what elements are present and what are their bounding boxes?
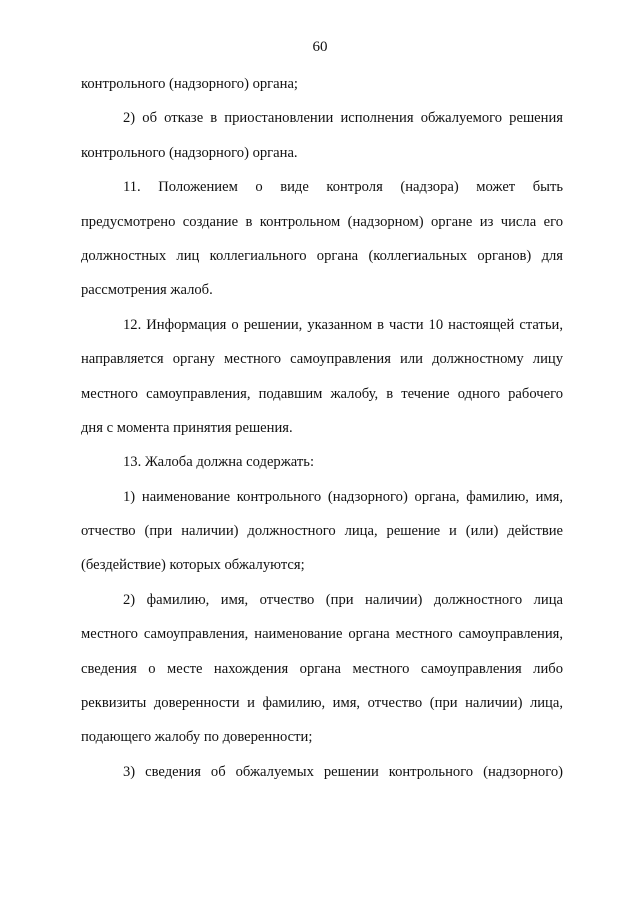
text-line: местного самоуправления, подавшим жалобу, в течение одного рабочего — [81, 385, 563, 402]
paragraph-12-decision-information — [81, 312, 563, 450]
text-line: реквизиты доверенности и фамилию, имя, отчество (при наличии) лица, — [81, 695, 563, 712]
text-line: 12. Информация о решении, указанном в части 10 настоящей статьи, — [123, 316, 563, 333]
text-line: 3) сведения об обжалуемых решении контрольного (надзорного) — [123, 763, 563, 780]
text-line: предусмотрено создание в контрольном (надзорном) органе из числа его — [81, 213, 563, 230]
text-line: 11. Положением о виде контроля (надзора) может быть — [123, 179, 563, 196]
text-line: 2) об отказе в приостановлении исполнения обжалуемого решения — [123, 110, 563, 127]
paragraph-13-item-2 — [81, 587, 563, 759]
page-number: 60 — [312, 39, 328, 55]
text-line: рассмотрения жалоб. — [81, 282, 213, 299]
paragraph-13-item-3 — [81, 759, 563, 793]
text-line: контрольного (надзорного) органа; — [81, 76, 298, 92]
text-line: (бездействие) которых обжалуются; — [81, 557, 305, 574]
text-line: направляется органу местного самоуправления или должностному лицу — [81, 351, 563, 368]
text-line: отчество (при наличии) должностного лица, решение и (или) действие — [81, 523, 563, 540]
text-line: местного самоуправления, наименование органа местного самоуправления, — [81, 626, 563, 643]
text-line: 2) фамилию, имя, отчество (при наличии) должностного лица — [123, 591, 563, 608]
text-line: сведения о месте нахождения органа местного самоуправления либо — [81, 660, 563, 677]
paragraph-continuation — [81, 71, 563, 105]
paragraph-13-complaint-contents — [81, 449, 563, 483]
text-line: контрольного (надзорного) органа. — [81, 144, 298, 161]
text-line: подающего жалобу по доверенности; — [81, 729, 313, 746]
paragraph-item-2-refusal — [81, 105, 563, 174]
text-line: должностных лиц коллегиального органа (коллегиальных органов) для — [81, 247, 563, 264]
text-line: 13. Жалоба должна содержать: — [123, 454, 314, 471]
document-body — [81, 71, 563, 793]
text-line: дня с момента принятия решения. — [81, 419, 293, 436]
paragraph-11-collegial-body — [81, 174, 563, 312]
text-line: 1) наименование контрольного (надзорного) органа, фамилию, имя, — [123, 488, 563, 505]
paragraph-13-item-1 — [81, 484, 563, 587]
